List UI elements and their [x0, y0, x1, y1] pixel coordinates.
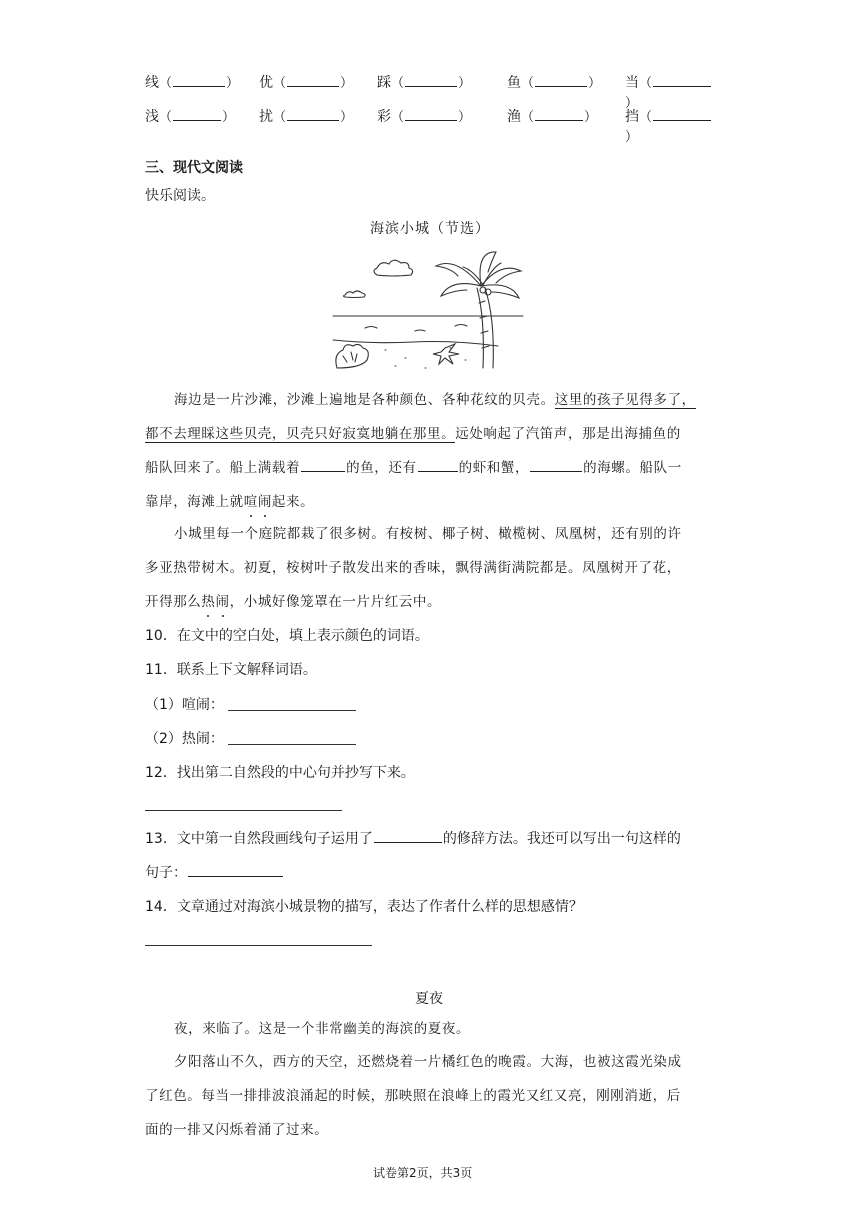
- paren-close: ）: [222, 110, 236, 125]
- passage1-paragraph-1: [145, 383, 715, 519]
- p1-text-b: 远处响起了汽笛声，那是出海捕鱼的: [455, 426, 681, 442]
- answer-blank-13[interactable]: [374, 828, 442, 843]
- paren-close: ）: [340, 76, 354, 91]
- p2-text-a: 小城里每一个庭院都栽了很多树。有桉树、椰子树、橄榄树、凤凰树，还有别的许: [174, 526, 682, 542]
- question-11-2: [145, 728, 224, 748]
- answer-line-12[interactable]: [145, 810, 342, 811]
- section-intro: 快乐阅读。: [145, 188, 215, 204]
- question-11: 11．联系上下文解释词语。: [145, 662, 317, 678]
- p1-text-c: 船队回来了。船上满载着: [145, 460, 301, 476]
- char-label: 浅: [145, 109, 159, 125]
- paren-close: ）: [584, 110, 598, 125]
- emphasis-char: 闹: [215, 594, 230, 610]
- char-item: [377, 106, 471, 126]
- char-item: [259, 106, 353, 126]
- paren-close: ）: [458, 76, 472, 91]
- char-item: [507, 72, 601, 92]
- char-item: [145, 72, 239, 92]
- section-heading: 三、现代文阅读: [145, 160, 243, 176]
- p2-text-d: ，小城好像笼罩在一片片红云中。: [229, 594, 442, 610]
- dotted-word-xuannao: [244, 494, 272, 510]
- passage2-text-p2c: 面的一排又闪烁着涌了过来。: [145, 1122, 329, 1138]
- char-item: [145, 106, 235, 126]
- p1-text-a: 海边是一片沙滩，沙滩上遍地是各种颜色、各种花纹的贝壳。: [174, 392, 555, 408]
- underlined-sentence-2: 都不去理睬这些贝壳，贝壳只好寂寞地躺在那里。: [145, 426, 456, 442]
- paren-open: （: [391, 76, 405, 91]
- emphasis-char: 喧: [243, 494, 258, 510]
- paren-open: （: [521, 76, 535, 91]
- question-10: 10．在文中的空白处，填上表示颜色的词语。: [145, 628, 429, 644]
- char-label: 优: [259, 75, 273, 91]
- p1-text-e: 的虾和蟹，: [458, 460, 530, 476]
- char-label: 挡: [625, 109, 639, 125]
- pinyin-answer-blank[interactable]: [173, 72, 225, 87]
- paren-close: ）: [458, 110, 472, 125]
- answer-line-11-1[interactable]: [228, 710, 356, 711]
- paren-close: ）: [625, 130, 639, 145]
- paren-open: （: [521, 110, 535, 125]
- color-blank-2[interactable]: [418, 457, 458, 472]
- p1-text-f: 的海螺。船队一: [583, 460, 682, 476]
- char-item: [507, 106, 597, 126]
- char-item: [377, 72, 471, 92]
- pinyin-answer-blank[interactable]: [535, 106, 583, 121]
- pinyin-answer-blank[interactable]: [405, 72, 457, 87]
- dotted-word-renao: [201, 594, 229, 610]
- question-13-text-a: 13．文中第一自然段画线句子运用了: [145, 831, 373, 847]
- paren-open: （: [391, 110, 405, 125]
- question-14: 14．文章通过对海滨小城景物的描写，表达了作者什么样的思想感情？: [145, 899, 583, 915]
- answer-line-11-2[interactable]: [228, 744, 356, 745]
- underlined-sentence-1: 这里的孩子见得多了，: [554, 392, 696, 408]
- passage1-paragraph-2: [145, 517, 715, 619]
- paren-open: （: [159, 76, 173, 91]
- p1-text-g: 靠岸，海滩上就: [145, 494, 244, 510]
- passage2-title: 夏夜: [415, 991, 443, 1007]
- pinyin-answer-blank[interactable]: [653, 72, 711, 87]
- question-12: 12．找出第二自然段的中心句并抄写下来。: [145, 765, 415, 781]
- question-13-text-b: 的修辞方法。我还可以写出一句这样的: [442, 831, 681, 847]
- paren-open: （: [639, 76, 653, 91]
- paren-open: （: [273, 76, 287, 91]
- p1-text-d: 的鱼，还有: [346, 460, 417, 476]
- pinyin-answer-blank[interactable]: [287, 72, 339, 87]
- char-label: 彩: [377, 109, 391, 125]
- paren-close: ）: [226, 76, 240, 91]
- char-label: 鱼: [507, 75, 521, 91]
- passage2-text-p2a: 夕阳落山不久，西方的天空，还燃烧着一片橘红色的晚霞。大海，也被这霞光染成: [174, 1054, 682, 1070]
- question-13-text-c: 句子：: [145, 865, 187, 881]
- emphasis-char: 热: [201, 594, 216, 610]
- paren-close: ）: [588, 76, 602, 91]
- char-label: 线: [145, 75, 159, 91]
- paren-close: ）: [340, 110, 354, 125]
- char-label: 踩: [377, 75, 391, 91]
- p2-text-b: 多亚热带树木。初夏，桉树叶子散发出来的香味，飘得满街满院都是。凤凰树开了花，: [145, 560, 681, 576]
- page-footer: 试卷第2页，共3页: [373, 1166, 473, 1180]
- char-row-1: [145, 72, 725, 111]
- char-label: 渔: [507, 109, 521, 125]
- passage2-text-p2b: 了红色。每当一排排波浪涌起的时候，那映照在浪峰上的霞光又红又亮，刚刚消逝，后: [145, 1088, 681, 1104]
- paren-open: （: [639, 110, 653, 125]
- paren-open: （: [273, 110, 287, 125]
- paren-close: ）: [625, 96, 639, 111]
- color-blank-3[interactable]: [530, 457, 582, 472]
- question-11-1: [145, 694, 224, 714]
- question-13-line-2: [145, 862, 284, 882]
- pinyin-answer-blank[interactable]: [653, 106, 711, 121]
- beach-illustration: [325, 248, 530, 373]
- p1-text-h: 起来。: [271, 494, 315, 510]
- passage-title: 海滨小城（节选）: [370, 221, 490, 237]
- pinyin-answer-blank[interactable]: [405, 106, 457, 121]
- passage2-text-p1: 夜，来临了。这是一个非常幽美的海滨的夏夜。: [174, 1021, 471, 1037]
- pinyin-answer-blank[interactable]: [535, 72, 587, 87]
- char-label: 扰: [259, 109, 273, 125]
- p2-text-c: 开得那么: [145, 594, 202, 610]
- question-11-2-label: （2）热闹：: [145, 731, 224, 747]
- question-11-1-label: （1）喧闹：: [145, 697, 224, 713]
- passage2-paragraph-1: [145, 1012, 715, 1046]
- char-item: [259, 72, 353, 92]
- pinyin-answer-blank[interactable]: [287, 106, 339, 121]
- paren-open: （: [159, 110, 173, 125]
- emphasis-char: 闹: [257, 494, 272, 510]
- char-item: [625, 106, 725, 145]
- char-row-2: [145, 106, 725, 145]
- answer-line-14[interactable]: [145, 945, 372, 946]
- pinyin-answer-blank[interactable]: [173, 106, 221, 121]
- char-label: 当: [625, 75, 639, 91]
- passage2-paragraph-2: [145, 1045, 715, 1147]
- color-blank-1[interactable]: [301, 457, 345, 472]
- answer-blank-13-sentence[interactable]: [188, 862, 283, 877]
- question-13: [145, 828, 681, 848]
